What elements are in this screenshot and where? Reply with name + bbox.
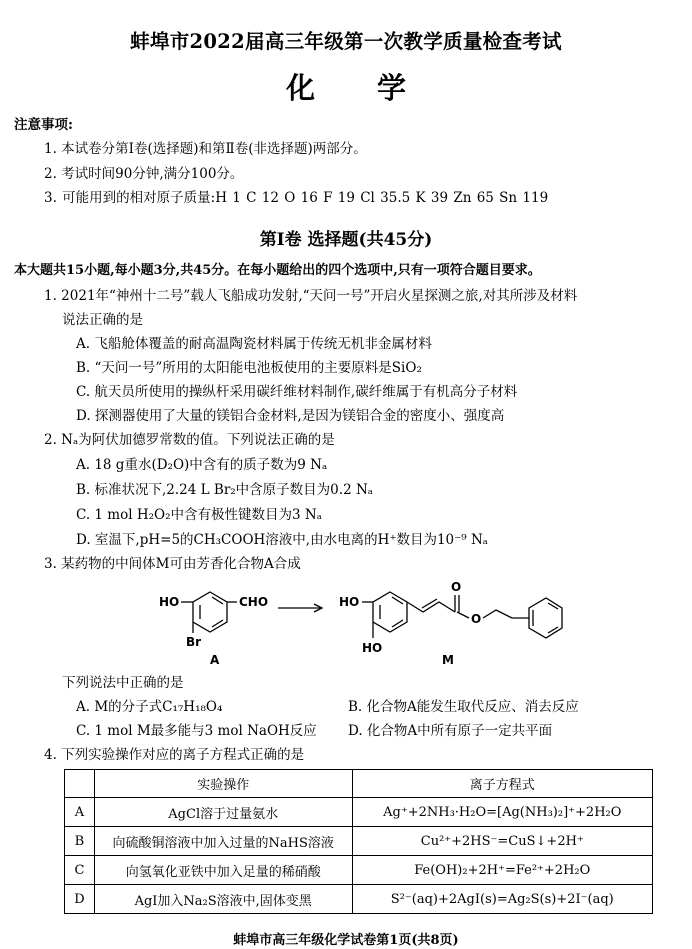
table-cell: B: [65, 827, 95, 856]
table-header-cell: [65, 770, 95, 798]
table-cell: Cu²⁺+2HS⁻=CuS↓+2H⁺: [352, 827, 652, 856]
table-cell: C: [65, 856, 95, 885]
m-ho1-label: HO: [339, 595, 360, 609]
table-row: [65, 885, 653, 914]
q3-prompt: 下列说法中正确的是: [62, 675, 184, 691]
q3-stem: 3. 某药物的中间体M可由芳香化合物A合成: [44, 556, 301, 572]
q1-option-d: D. 探测器使用了大量的镁铝合金材料,是因为镁铝合金的密度小、强度高: [76, 408, 505, 424]
a-br-label: Br: [186, 635, 202, 649]
page-footer: 蚌埠市高三年级化学试卷第1页(共8页): [233, 933, 459, 948]
m-o2-label: O: [471, 612, 482, 626]
table-cell: 向硫酸铜溶液中加入过量的NaHS溶液: [94, 827, 352, 856]
a-cho-label: CHO: [239, 595, 269, 609]
table-header-cell: 实验操作: [94, 770, 352, 798]
table-header-cell: 离子方程式: [352, 770, 652, 798]
table-row: [65, 856, 653, 885]
table-header-row: [65, 770, 653, 798]
q3-option-d: D. 化合物A中所有原子一定共平面: [348, 723, 553, 739]
subject-title: 化学: [285, 71, 468, 105]
q2-option-c: C. 1 mol H₂O₂中含有极性键数目为3 Nₐ: [76, 507, 322, 523]
q2-option-d: D. 室温下,pH=5的CH₃COOH溶液中,由水电离的H⁺数目为10⁻⁹ Nₐ: [76, 532, 489, 548]
a-name-label: A: [210, 653, 220, 667]
table-cell: AgI加入Na₂S溶液中,固体变黑: [94, 885, 352, 914]
section-instruction: 本大题共15小题,每小题3分,共45分。在每小题给出的四个选项中,只有一项符合题目要求。: [14, 263, 541, 278]
table-cell: D: [65, 885, 95, 914]
notice-item-1: 1. 本试卷分第Ⅰ卷(选择题)和第Ⅱ卷(非选择题)两部分。: [44, 141, 367, 157]
table-cell: A: [65, 798, 95, 827]
q1-stem-line2: 说法正确的是: [62, 312, 143, 328]
q3-reaction-structures: [140, 578, 590, 668]
q2-option-b: B. 标准状况下,2.24 L Br₂中含原子数目为0.2 Nₐ: [76, 482, 373, 498]
section-title: 第Ⅰ卷 选择题(共45分): [259, 230, 433, 250]
q4-stem: 4. 下列实验操作对应的离子方程式正确的是: [44, 747, 305, 763]
table-cell: S²⁻(aq)+2AgI(s)=Ag₂S(s)+2I⁻(aq): [352, 885, 652, 914]
q1-option-c: C. 航天员所使用的操纵杆采用碳纤维材料制作,碳纤维属于有机高分子材料: [76, 384, 518, 400]
q3-option-a: A. M的分子式C₁₇H₁₈O₄: [76, 699, 223, 715]
notice-item-2: 2. 考试时间90分钟,满分100分。: [44, 166, 244, 182]
q3-option-b: B. 化合物A能发生取代反应、消去反应: [348, 699, 579, 715]
notice-heading: 注意事项:: [14, 117, 73, 133]
table-row: [65, 827, 653, 856]
q1-option-a: A. 飞船舱体覆盖的耐高温陶瓷材料属于传统无机非金属材料: [76, 336, 432, 352]
q3-option-c: C. 1 mol M最多能与3 mol NaOH反应: [76, 723, 317, 739]
q4-ion-equation-table: [64, 769, 653, 914]
m-ho2-label: HO: [362, 641, 383, 655]
table-cell: AgCl溶于过量氨水: [94, 798, 352, 827]
m-o1-label: O: [451, 580, 462, 594]
m-name-label: M: [442, 653, 454, 667]
a-ho-label: HO: [159, 595, 180, 609]
table-cell: Ag⁺+2NH₃·H₂O=[Ag(NH₃)₂]⁺+2H₂O: [352, 798, 652, 827]
q1-stem-line1: 1. 2021年“神州十二号”载人飞船成功发射,“天问一号”开启火星探测之旅,对其所涉及材料: [44, 288, 578, 304]
q2-stem: 2. Nₐ为阿伏加德罗常数的值。下列说法正确的是: [44, 432, 335, 448]
q1-option-b: B. “天问一号”所用的太阳能电池板使用的主要原料是SiO₂: [76, 360, 422, 376]
table-row: [65, 798, 653, 827]
q2-option-a: A. 18 g重水(D₂O)中含有的质子数为9 Nₐ: [76, 457, 328, 473]
exam-title: 蚌埠市2022届高三年级第一次教学质量检查考试: [130, 30, 562, 53]
table-cell: Fe(OH)₂+2H⁺=Fe²⁺+2H₂O: [352, 856, 652, 885]
notice-item-3: 3. 可能用到的相对原子质量:H 1 C 12 O 16 F 19 Cl 35.5 K 39 Zn 65 Sn 119: [44, 190, 549, 206]
table-cell: 向氢氧化亚铁中加入足量的稀硝酸: [94, 856, 352, 885]
